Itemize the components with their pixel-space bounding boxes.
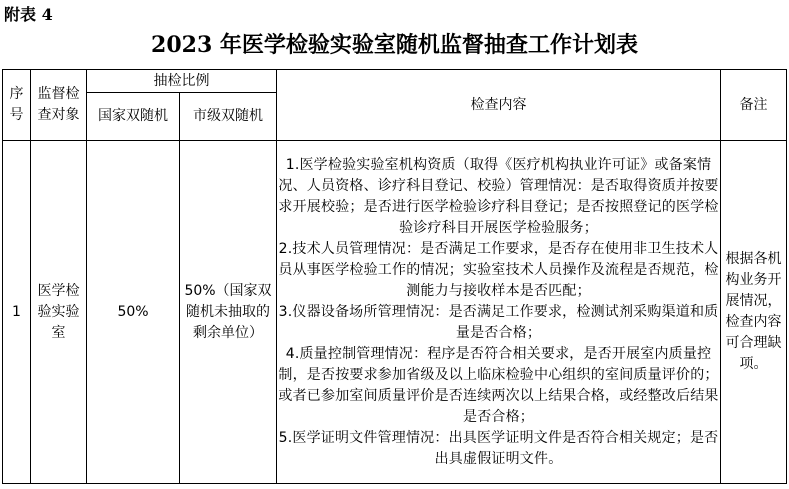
header-target: 监督检查对象 xyxy=(31,70,87,141)
page-title: 2023 年医学检验实验室随机监督抽查工作计划表 xyxy=(151,32,638,58)
header-notes: 备注 xyxy=(721,70,787,141)
table-row xyxy=(3,141,787,484)
content-item-5: 5.医学证明文件管理情况：出具医学证明文件是否符合相关规定；是否出具虚假证明文件。 xyxy=(278,429,719,467)
header-municipal-random: 市级双随机 xyxy=(180,93,277,141)
cell-municipal-ratio: 50%（国家双随机未抽取的剩余单位） xyxy=(180,141,277,484)
content-item-4: 4.质量控制管理情况：程序是否符合相关要求，是否开展室内质量控制，是否按要求参加省级及以上临床检验中心组织的室间质量评价的；或者已参加室间质量评价是否连续两次以上结果合格，或经整改后结果是否合格； xyxy=(278,345,719,425)
attachment-label: 附表 4 xyxy=(4,5,53,24)
header-row-1 xyxy=(3,70,787,93)
content-item-1: 1.医学检验实验室机构资质（取得《医疗机构执业许可证》或备案情况、人员资格、诊疗科目登记、校验）管理情况：是否取得资质并按要求开展校验；是否进行医学检验诊疗科目登记；是否按照登记的医学检验诊疗科目开展医学检验服务； xyxy=(278,156,719,236)
cell-content xyxy=(277,141,721,484)
header-sampling-ratio: 抽检比例 xyxy=(87,70,277,93)
cell-seq: 1 xyxy=(3,141,31,484)
cell-national-ratio: 50% xyxy=(87,141,180,484)
header-content: 检查内容 xyxy=(277,70,721,141)
content-item-2: 2.技术人员管理情况：是否满足工作要求，是否存在使用非卫生技术人员从事医学检验工作的情况；实验室技术人员操作及流程是否规范，检测能力与接收样本是否匹配； xyxy=(278,240,719,299)
cell-notes: 根据各机构业务开展情况，检查内容可合理缺项。 xyxy=(721,141,787,484)
inspection-plan-table xyxy=(2,69,787,484)
content-item-3: 3.仪器设备场所管理情况：是否满足工作要求，检测试剂采购渠道和质量是否合格； xyxy=(278,303,719,341)
cell-target: 医学检验实验室 xyxy=(31,141,87,484)
header-seq: 序号 xyxy=(3,70,31,141)
header-national-random: 国家双随机 xyxy=(87,93,180,141)
